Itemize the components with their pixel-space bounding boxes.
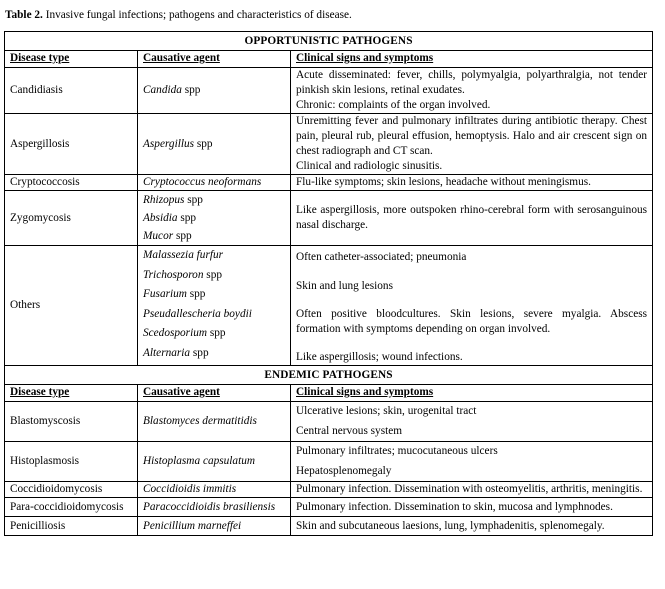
agent-name: Paracoccidioidis brasiliensis xyxy=(143,500,276,513)
agent-name: Coccidioidis immitis xyxy=(143,483,237,495)
disease-cell: Penicilliosis xyxy=(5,517,138,536)
signs-cell xyxy=(291,498,653,517)
table-caption-label: Table 2. xyxy=(5,9,43,21)
table-row xyxy=(5,498,653,517)
signs-cell xyxy=(291,246,653,366)
sign-text: Chronic: complaints of the organ involved. xyxy=(296,99,491,111)
table-row xyxy=(5,191,653,246)
table-row xyxy=(5,482,653,498)
signs-cell xyxy=(291,175,653,191)
agent-cell xyxy=(138,498,291,517)
agent-cell xyxy=(138,517,291,536)
agent-name: Absidia spp xyxy=(143,212,197,224)
table-caption xyxy=(5,8,352,22)
sign-text: Like aspergillosis; wound infections. xyxy=(296,351,463,363)
header-clinical-signs: Clinical signs and symptoms xyxy=(291,51,653,68)
table-row xyxy=(5,402,653,442)
table-row xyxy=(5,68,653,114)
sign-text: Central nervous system xyxy=(296,425,403,437)
disease-cell: Coccidioidomycosis xyxy=(5,482,138,498)
disease-cell: Aspergillosis xyxy=(5,114,138,175)
sign-text: Flu-like symptoms; skin lesions, headache without meningismus. xyxy=(296,176,591,188)
agent-name: Scedosporium spp xyxy=(143,327,226,339)
agent-name: Alternaria spp xyxy=(143,346,209,359)
header-disease-type: Disease type xyxy=(5,51,138,68)
header-causative-agent: Causative agent xyxy=(138,51,291,68)
sign-text: Skin and subcutaneous laesions, lung, lymphadenitis, splenomegaly. xyxy=(296,519,605,532)
header-row-opportunistic xyxy=(5,51,653,68)
section-title-endemic: ENDEMIC PATHOGENS xyxy=(5,366,653,385)
agent-name: Mucor spp xyxy=(143,230,192,242)
sign-text: Acute disseminated: fever, chills, polymyalgia, polyarthralgia, not tender pinkish skin lesions, retinal exudates. xyxy=(296,69,648,96)
sign-text: Unremitting fever and pulmonary infiltrates during antibiotic therapy. Chest pain, pleural rub, pleural effusion, hemoptysis. Halo and air crescent sign on chest radiograph and CT scan. xyxy=(296,115,648,157)
agent-cell xyxy=(138,402,291,442)
disease-cell: Blastomyscosis xyxy=(5,402,138,442)
header-clinical-signs: Clinical signs and symptoms xyxy=(291,385,653,402)
signs-cell xyxy=(291,517,653,536)
sign-text: Skin and lung lesions xyxy=(296,280,393,292)
disease-cell: Cryptococcosis xyxy=(5,175,138,191)
agent-name: Pseudallescheria boydii xyxy=(143,307,252,320)
table-caption-text: Invasive fungal infections; pathogens and characteristics of disease. xyxy=(42,9,352,21)
section-title-opportunistic: OPPORTUNISTIC PATHOGENS xyxy=(5,32,653,51)
agent-cell xyxy=(138,191,291,246)
table-row xyxy=(5,114,653,175)
agent-cell xyxy=(138,442,291,482)
header-causative-agent: Causative agent xyxy=(138,385,291,402)
header-row-endemic xyxy=(5,385,653,402)
agent-name: Aspergillus spp xyxy=(143,137,213,150)
header-disease-type: Disease type xyxy=(5,385,138,402)
agent-name: Cryptococcus neoformans xyxy=(143,176,262,188)
agent-name: Blastomyces dermatitidis xyxy=(143,415,257,427)
table-row xyxy=(5,517,653,536)
signs-cell xyxy=(291,442,653,482)
signs-cell xyxy=(291,482,653,498)
disease-cell: Para-coccidioidomycosis xyxy=(5,498,138,517)
signs-cell xyxy=(291,114,653,175)
agent-name: Malassezia furfur xyxy=(143,249,224,261)
disease-cell: Candidiasis xyxy=(5,68,138,114)
signs-cell xyxy=(291,68,653,114)
section-row-endemic xyxy=(5,366,653,385)
agent-cell xyxy=(138,68,291,114)
sign-text: Pulmonary infection. Dissemination to skin, mucosa and lymphnodes. xyxy=(296,500,613,513)
fungal-infections-table xyxy=(4,31,653,536)
agent-name: Trichosporon spp xyxy=(143,268,223,281)
table-row xyxy=(5,175,653,191)
table-row xyxy=(5,442,653,482)
disease-cell: Others xyxy=(5,246,138,366)
disease-cell: Histoplasmosis xyxy=(5,442,138,482)
agent-name: Histoplasma capsulatum xyxy=(143,455,256,467)
signs-cell xyxy=(291,402,653,442)
sign-text: Often catheter-associated; pneumonia xyxy=(296,251,467,263)
sign-text: Clinical and radiologic sinusitis. xyxy=(296,160,443,172)
sign-text: Hepatosplenomegaly xyxy=(296,465,392,477)
agent-name: Penicillium marneffei xyxy=(143,519,242,532)
agent-cell xyxy=(138,246,291,366)
sign-text: Pulmonary infection. Dissemination with osteomyelitis, arthritis, meningitis. xyxy=(296,483,643,495)
sign-text: Ulcerative lesions; skin, urogenital tract xyxy=(296,405,477,417)
sign-text: Pulmonary infiltrates; mucocutaneous ulcers xyxy=(296,445,498,457)
section-row-opportunistic xyxy=(5,32,653,51)
agent-cell xyxy=(138,175,291,191)
agent-cell xyxy=(138,114,291,175)
agent-cell xyxy=(138,482,291,498)
table-row xyxy=(5,246,653,366)
disease-cell: Zygomycosis xyxy=(5,191,138,246)
sign-text: Often positive bloodcultures. Skin lesions, severe myalgia. Abscess formation with symptoms depending on organ involved. xyxy=(296,308,648,335)
signs-cell xyxy=(291,191,653,246)
agent-name: Candida spp xyxy=(143,84,201,96)
agent-name: Fusarium spp xyxy=(143,288,206,300)
agent-name: Rhizopus spp xyxy=(143,194,203,206)
sign-text: Like aspergillosis, more outspoken rhino-cerebral form with serosanguinous nasal discharge. xyxy=(296,204,648,231)
